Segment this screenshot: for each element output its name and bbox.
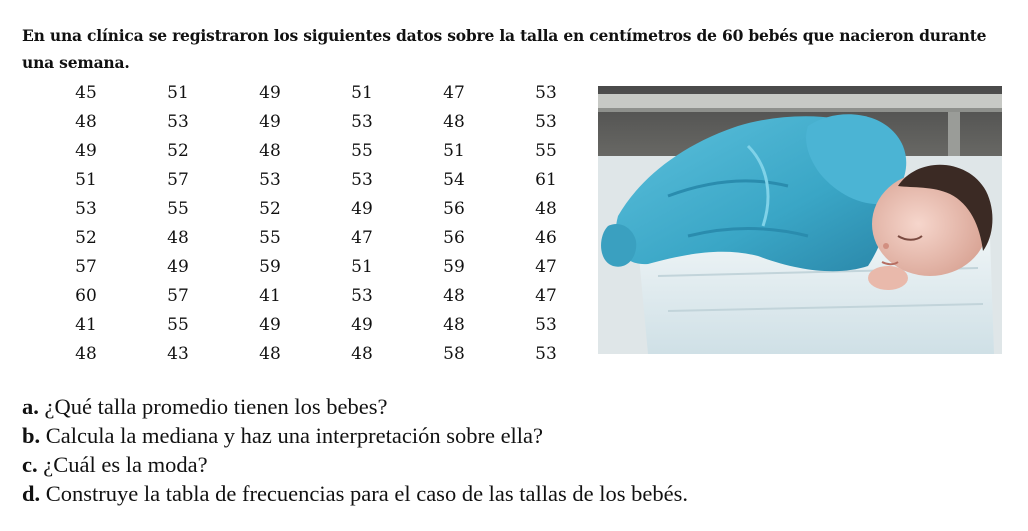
question-text: Construye la tabla de frecuencias para el caso de las tallas de los bebés. bbox=[45, 481, 689, 506]
table-cell: 53 bbox=[167, 111, 189, 132]
table-cell: 53 bbox=[75, 198, 97, 219]
table-cell: 52 bbox=[167, 140, 189, 161]
table-cell: 41 bbox=[259, 285, 281, 306]
table-cell: 48 bbox=[75, 343, 97, 364]
table-cell: 51 bbox=[75, 169, 97, 190]
table-row bbox=[40, 281, 592, 310]
table-cell: 53 bbox=[259, 169, 281, 190]
table-cell: 59 bbox=[259, 256, 281, 277]
table-cell: 51 bbox=[351, 256, 373, 277]
question-c bbox=[22, 450, 688, 479]
table-cell: 48 bbox=[259, 343, 281, 364]
table-cell: 57 bbox=[167, 169, 189, 190]
table-cell: 45 bbox=[75, 82, 97, 103]
table-cell: 49 bbox=[351, 198, 373, 219]
table-row bbox=[40, 136, 592, 165]
table-cell: 41 bbox=[75, 314, 97, 335]
table-cell: 53 bbox=[351, 111, 373, 132]
table-cell: 53 bbox=[535, 111, 557, 132]
table-cell: 55 bbox=[535, 140, 557, 161]
table-cell: 47 bbox=[443, 82, 465, 103]
table-cell: 55 bbox=[167, 198, 189, 219]
table-cell: 48 bbox=[443, 285, 465, 306]
table-cell: 48 bbox=[443, 314, 465, 335]
table-cell: 49 bbox=[351, 314, 373, 335]
table-cell: 56 bbox=[443, 198, 465, 219]
table-row bbox=[40, 194, 592, 223]
question-b bbox=[22, 421, 688, 450]
table-cell: 55 bbox=[167, 314, 189, 335]
table-cell: 49 bbox=[167, 256, 189, 277]
table-cell: 56 bbox=[443, 227, 465, 248]
table-cell: 51 bbox=[443, 140, 465, 161]
table-row bbox=[40, 107, 592, 136]
table-cell: 48 bbox=[443, 111, 465, 132]
table-cell: 48 bbox=[535, 198, 557, 219]
table-cell: 48 bbox=[259, 140, 281, 161]
table-cell: 47 bbox=[535, 285, 557, 306]
table-cell: 49 bbox=[75, 140, 97, 161]
table-cell: 47 bbox=[351, 227, 373, 248]
table-cell: 47 bbox=[535, 256, 557, 277]
table-cell: 48 bbox=[351, 343, 373, 364]
table-row bbox=[40, 252, 592, 281]
table-cell: 55 bbox=[351, 140, 373, 161]
table-cell: 53 bbox=[535, 314, 557, 335]
questions-list bbox=[22, 392, 688, 508]
table-cell: 46 bbox=[535, 227, 557, 248]
problem-statement: En una clínica se registraron los siguientes datos sobre la talla en centímetros de 60 bebés que nacieron durante una semana. bbox=[22, 26, 987, 72]
table-cell: 49 bbox=[259, 111, 281, 132]
heights-data-table bbox=[40, 78, 592, 368]
table-cell: 53 bbox=[351, 285, 373, 306]
question-d bbox=[22, 479, 688, 508]
question-text: ¿Cuál es la moda? bbox=[43, 452, 208, 477]
table-cell: 55 bbox=[259, 227, 281, 248]
question-text: ¿Qué talla promedio tienen los bebes? bbox=[44, 394, 388, 419]
table-cell: 51 bbox=[167, 82, 189, 103]
table-cell: 49 bbox=[259, 314, 281, 335]
table-row bbox=[40, 165, 592, 194]
table-cell: 60 bbox=[75, 285, 97, 306]
question-a bbox=[22, 392, 688, 421]
table-row bbox=[40, 339, 592, 368]
table-cell: 51 bbox=[351, 82, 373, 103]
table-cell: 52 bbox=[75, 227, 97, 248]
table-cell: 48 bbox=[167, 227, 189, 248]
table-cell: 43 bbox=[167, 343, 189, 364]
table-cell: 53 bbox=[535, 343, 557, 364]
table-cell: 57 bbox=[167, 285, 189, 306]
newborn-baby-photo bbox=[598, 86, 1002, 354]
table-row bbox=[40, 78, 592, 107]
table-cell: 57 bbox=[75, 256, 97, 277]
table-cell: 59 bbox=[443, 256, 465, 277]
table-cell: 48 bbox=[75, 111, 97, 132]
question-letter: b. bbox=[22, 423, 41, 448]
table-cell: 52 bbox=[259, 198, 281, 219]
question-letter: a. bbox=[22, 394, 39, 419]
table-cell: 54 bbox=[443, 169, 465, 190]
question-letter: d. bbox=[22, 481, 41, 506]
table-cell: 53 bbox=[535, 82, 557, 103]
table-row bbox=[40, 223, 592, 252]
table-cell: 61 bbox=[535, 169, 557, 190]
table-cell: 49 bbox=[259, 82, 281, 103]
question-letter: c. bbox=[22, 452, 38, 477]
table-row bbox=[40, 310, 592, 339]
table-cell: 58 bbox=[443, 343, 465, 364]
question-text: Calcula la mediana y haz una interpretación sobre ella? bbox=[45, 423, 544, 448]
table-cell: 53 bbox=[351, 169, 373, 190]
